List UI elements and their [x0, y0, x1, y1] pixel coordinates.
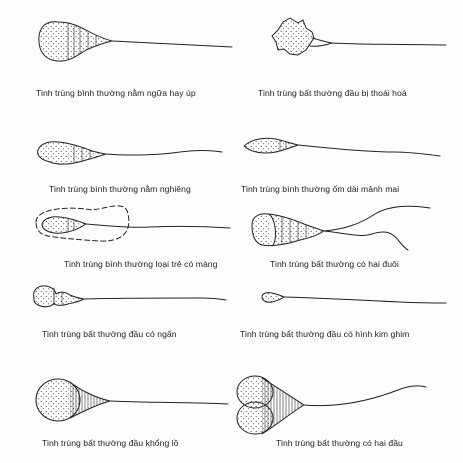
sperm-normal-slender: [244, 138, 440, 156]
caption-two-heads: Tinh trùng bất thường có hai đầu: [276, 438, 403, 448]
sperm-normal-face-up: [39, 22, 232, 61]
sperm-two-heads: [237, 376, 426, 434]
sperm-young-with-membrane: [36, 206, 230, 241]
caption-normal-face-up: Tinh trùng bình thường nằm ngữa hay úp: [36, 88, 196, 98]
sperm-pin-head: [262, 293, 446, 303]
caption-normal-slender: Tinh trùng bình thường ốm dài mảnh mai: [241, 184, 400, 194]
caption-giant-head: Tinh trùng bất thường đầu khổng lồ: [42, 438, 179, 448]
caption-degenerated-head: Tinh trùng bất thường đầu bị thoái hoá: [258, 88, 407, 98]
sperm-degenerated-head: [272, 18, 446, 55]
caption-two-tails: Tinh trùng bất thường có hai đuôi: [270, 259, 399, 269]
caption-pin-head: Tinh trùng bất thường đầu có hình kim ghim: [240, 329, 410, 339]
sperm-giant-head: [36, 379, 228, 421]
caption-young-with-membrane: Tinh trùng bình thường loại trẻ có màng: [64, 259, 218, 269]
caption-grooved-head: Tinh trùng bất thường đầu có ngấn: [42, 329, 177, 339]
sperm-normal-sideways: [38, 142, 222, 164]
caption-normal-sideways: Tinh trùng bình thường nằm nghiêng: [49, 184, 191, 194]
sperm-grooved-head: [34, 286, 226, 307]
sperm-two-tails: [252, 206, 430, 250]
